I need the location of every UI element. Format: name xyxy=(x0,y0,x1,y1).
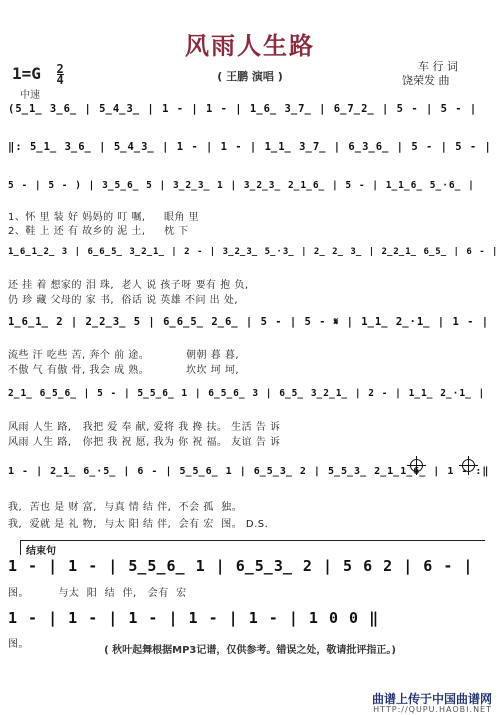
lyric-line-11: 图。 与太 阳 结 伴, 会有 宏 xyxy=(8,588,187,599)
notes-row-5: 1̲6̲1̲ 2 | 2̲2̲3̲ 5 | 6̲6̲5̲ 2̲6̲ | 5 - | 5 - 𝄋 | 1̲1̲ 2̲·1̲ | 1 - | xyxy=(8,316,490,328)
key-signature xyxy=(12,64,64,85)
ending-bracket xyxy=(20,540,485,555)
tempo-marking: 中速 xyxy=(20,90,40,101)
lyric-line-10: 我, 爱就 是 礼 物, 与太 阳 结 伴, 会有 宏 图。 D.S. xyxy=(8,519,269,530)
lyric-line-6: 不傲 气 有傲 骨, 我会 成 熟。 坎坎 坷 坷, xyxy=(8,365,240,376)
notation-row-3 xyxy=(8,180,492,208)
notes-row-1: (5̲1̲ 3̲6̲ | 5̲4̲3̲ | 1 - | 1 - | 1̲6̲ 3̲7̲ | 6̲7̲2̲ | 5 - | 5 - | xyxy=(8,103,478,115)
lyric-line-1: 1、怀 里 装 好 妈妈的 叮 嘱, 眼角 里 xyxy=(8,212,200,223)
notes-row-2: ‖: 5̲1̲ 3̲6̲ | 5̲4̲3̲ | 1 - | 1 - | 1̲1̲ 3̲7̲ | 6̲3̲6̲ | 5 - | 5 - | xyxy=(8,141,492,153)
key-label: 1=G xyxy=(12,64,41,83)
lyric-line-7: 风雨 人生 路, 我把 爱 奉 献, 爱将 我 搀 扶。 生活 告 诉 xyxy=(8,422,281,433)
lyric-line-4: 仍 珍 藏 父母的 家 书, 俗话 说 英雄 不问 出 处, xyxy=(8,295,239,306)
singer-credit: ( 王鹏 演唱 ) xyxy=(217,70,283,83)
lyric-line-12: 图。 xyxy=(8,639,29,650)
time-numerator: 2 xyxy=(56,62,64,76)
notation-row-6 xyxy=(8,388,492,416)
lyricist-credit: 车 行 词 xyxy=(418,60,458,73)
notes-row-4: 1̲6̲1̲2̲ 3 | 6̲6̲5̲ 3̲2̲1̲ | 2 - | 3̲2̲3̲ 5̲·3̲ | 2̲ 2̲ 3̲ | 2̲2̲1̲ 6̲5̲ | 6 - | xyxy=(8,247,499,257)
lyric-line-3: 还 挂 着 想家的 泪 珠, 老人 说 孩子呀 要有 抱 负, xyxy=(8,280,249,291)
coda-sign-icon xyxy=(462,459,475,472)
lyric-line-5: 流些 汗 吃些 苦, 奔个 前 途。 朝朝 暮 暮, xyxy=(8,350,240,361)
notation-row-1 xyxy=(8,103,492,131)
site-url[interactable]: HTTP://QUPU.HAOBI.NET xyxy=(373,705,492,714)
composer-credit: 饶荣发 曲 xyxy=(402,74,450,87)
notation-row-4 xyxy=(8,247,499,275)
notation-row-5 xyxy=(8,316,492,344)
notation-row-9 xyxy=(8,609,492,637)
notation-row-2 xyxy=(8,141,492,169)
lyric-line-8: 风雨 人生 路, 你把 我 祝 愿, 我为 你 祝 福。 友谊 告 诉 xyxy=(8,437,281,448)
notes-row-3: 5 - | 5 - ) | 3̲5̲6̲ 5 | 3̲2̲3̲ 1 | 3̲2̲3̲ 2̲1̲6̲ | 5 - | 1̲1̲6̲ 5̲·6̲ | xyxy=(8,180,475,191)
coda-sign-icon xyxy=(410,459,423,472)
notes-row-6: 2̲1̲ 6̲5̲6̲ | 5 - | 5̲5̲6̲ 1 | 6̲5̲6̲ 3 | 6̲5̲ 3̲2̲1̲ | 2 - | 1̲1̲ 2̲·1̲ | xyxy=(8,388,486,399)
lyric-line-2: 2、鞋 上 还 有 故乡的 泥 土, 枕 下 xyxy=(8,226,189,237)
lyric-line-9: 我, 苦也 是 财 富, 与真 情 结 伴, 不会 孤 独。 xyxy=(8,502,243,513)
time-denominator: 4 xyxy=(56,73,64,87)
site-watermark: 曲谱上传于中国曲谱网 xyxy=(371,692,492,706)
notation-row-8 xyxy=(8,557,492,585)
transcription-note: ( 秋叶起舞根据MP3记谱，仅供参考。错误之处，敬请批评指正。) xyxy=(104,645,396,656)
time-signature xyxy=(57,64,64,85)
notes-row-9: 1 - | 1 - | 1 - | 1 - | 1 - | 1 0 0 ‖ xyxy=(8,609,380,627)
ending-label: 结束句 xyxy=(26,546,56,557)
song-title: 风雨人生路 xyxy=(185,32,315,60)
notes-row-7: 1 - | 2̲1̲ 6̲·5̲ | 6 - | 5̲5̲6̲ 1 | 6̲5̲3̲ 2 | 5̲5̲3̲ 2̲1̲1̲6̲ | 1 - :‖ xyxy=(8,466,490,477)
notes-row-8: 1 - | 1 - | 5̲5̲6̲ 1 | 6̲5̲3̲ 2 | 5 6 2 | 6 - | xyxy=(8,557,474,575)
